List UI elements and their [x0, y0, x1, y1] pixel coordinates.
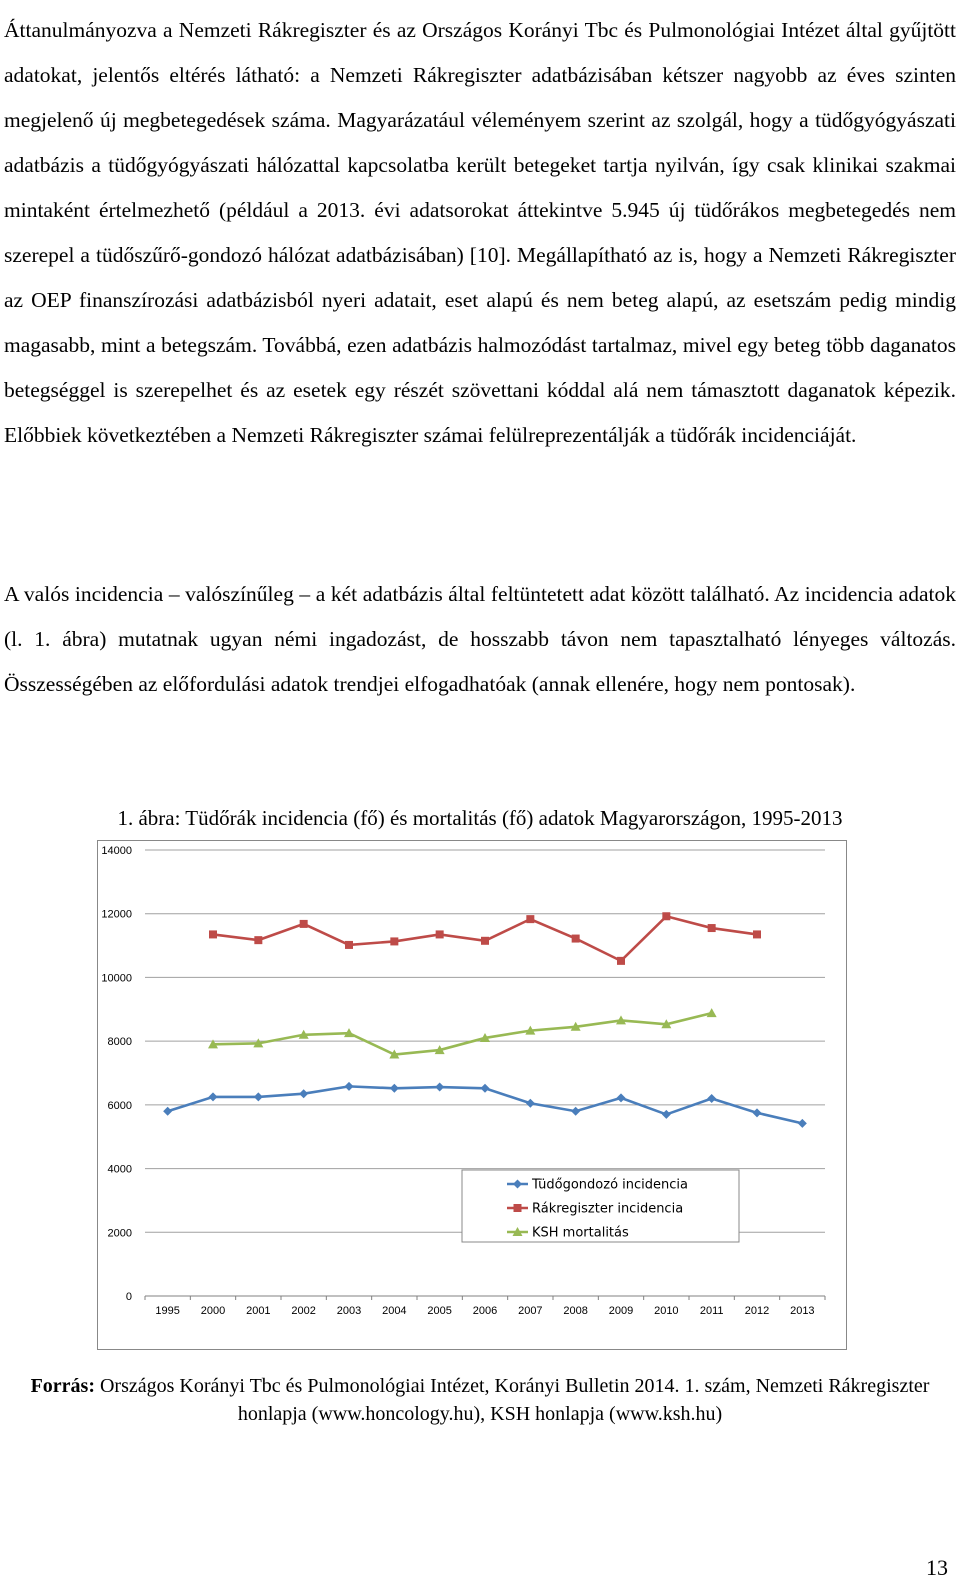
y-tick-label: 12000 — [101, 908, 132, 921]
data-point-r-kregiszter-incidencia — [300, 920, 308, 928]
source-text: Országos Korányi Tbc és Pulmonológiai Intézet, Korányi Bulletin 2014. 1. szám, Nemzeti Rákregiszter honlapja (www.honcology.hu), KSH honlapja (www.ksh.hu) — [94, 1375, 930, 1425]
page-number: 13 — [926, 1555, 948, 1580]
data-point-r-kregiszter-incidencia — [481, 937, 489, 945]
x-tick-label: 2006 — [472, 1305, 498, 1317]
data-point-r-kregiszter-incidencia — [572, 935, 580, 943]
y-tick-label: 0 — [125, 1291, 132, 1303]
y-tick-label: 10000 — [101, 972, 132, 985]
x-tick-label: 2002 — [291, 1305, 316, 1317]
x-tick-label: 2008 — [563, 1305, 588, 1317]
data-point-r-kregiszter-incidencia — [526, 915, 534, 923]
source-label: Forrás: — [30, 1375, 95, 1397]
x-tick-label: 2003 — [336, 1305, 362, 1317]
data-point-r-kregiszter-incidencia — [436, 930, 444, 938]
paragraph-database-comparison: Áttanulmányozva a Nemzeti Rákregiszter és az Országos Korányi Tbc és Pulmonológiai Intézet által gyűjtött adatokat, jelentős eltérés látható: a Nemzeti Rákregiszter adatbázisában kétszer nagyobb az éves szinten megjelenő új megbetegedések száma. Magyarázatául véleményem szerint az szolgál, hogy a tüdőgyógyászati adatbázis a tüdőgyógyászati hálózattal kapcsolatba került betegeket tartja nyilván, így csak klinikai szakmai mintaként értelmezhető (például a 2013. évi adatsorokat áttekintve 5.945 új tüdőrákos megbetegedés nem szerepel a tüdőszűrő-gondozó hálózat adatbázisában) [10]. Megállapítható az is, hogy a Nemzeti Rákregiszter az OEP finanszírozási adatbázisból nyeri adatait, eset alapú és nem beteg alapú, az esetszám pedig mindig magasabb, mint a betegszám. Továbbá, ezen adatbázis halmozódást tartalmaz, mivel egy beteg több daganatos betegséggel is szerepelhet és az esetek egy részét szövettani kóddal alá nem támasztott daganatok képezik. Előbbiek következtében a Nemzeti Rákregiszter számai felülreprezentálják a tüdőrák incidenciáját. — [4, 18, 956, 447]
figure-caption: 1. ábra: Tüdőrák incidencia (fő) és mortalitás (fő) adatok Magyarországon, 1995-2013 — [117, 806, 843, 830]
y-tick-label: 4000 — [107, 1163, 132, 1176]
x-tick-label: 2004 — [382, 1305, 407, 1317]
data-point-r-kregiszter-incidencia — [390, 937, 398, 945]
data-point-r-kregiszter-incidencia — [209, 930, 217, 938]
x-tick-label: 2013 — [790, 1305, 815, 1317]
data-point-r-kregiszter-incidencia — [254, 936, 262, 944]
x-tick-label: 2000 — [200, 1305, 226, 1317]
data-point-r-kregiszter-incidencia — [708, 924, 716, 932]
paragraph-incidence-summary: A valós incidencia – valószínűleg – a két adatbázis által feltüntetett adat között található. Az incidencia adatok (l. 1. ábra) mutatnak ugyan némi ingadozást, de hosszabb távon nem tapasztalható lényeges változás. Összességében az előfordulási adatok trendjei elfogadhatóak (annak ellenére, hogy nem pontosak). — [4, 582, 956, 696]
x-tick-label: 2005 — [427, 1305, 452, 1317]
y-tick-label: 8000 — [107, 1036, 132, 1049]
incidence-mortality-chart — [97, 840, 847, 1350]
legend-label: Rákregiszter incidencia — [532, 1201, 684, 1217]
legend-marker — [514, 1204, 522, 1212]
data-point-r-kregiszter-incidencia — [617, 957, 625, 965]
data-point-r-kregiszter-incidencia — [345, 941, 353, 949]
legend-label: KSH mortalitás — [532, 1225, 629, 1241]
x-tick-label: 2001 — [246, 1305, 271, 1317]
figure-source — [0, 1372, 960, 1428]
data-point-r-kregiszter-incidencia — [753, 930, 761, 938]
y-tick-label: 6000 — [107, 1099, 132, 1112]
y-tick-label: 2000 — [107, 1227, 132, 1240]
legend-label: Tüdőgondozó incidencia — [532, 1177, 688, 1193]
x-tick-label: 1995 — [155, 1305, 180, 1317]
x-tick-label: 2010 — [654, 1305, 679, 1317]
x-tick-label: 2012 — [744, 1305, 770, 1317]
y-tick-label: 14000 — [101, 845, 132, 857]
x-tick-label: 2007 — [518, 1305, 543, 1317]
data-point-r-kregiszter-incidencia — [662, 912, 670, 920]
chart-border — [98, 841, 847, 1350]
chart-svg — [97, 840, 847, 1350]
x-tick-label: 2009 — [608, 1305, 634, 1317]
x-tick-label: 2011 — [699, 1305, 724, 1317]
